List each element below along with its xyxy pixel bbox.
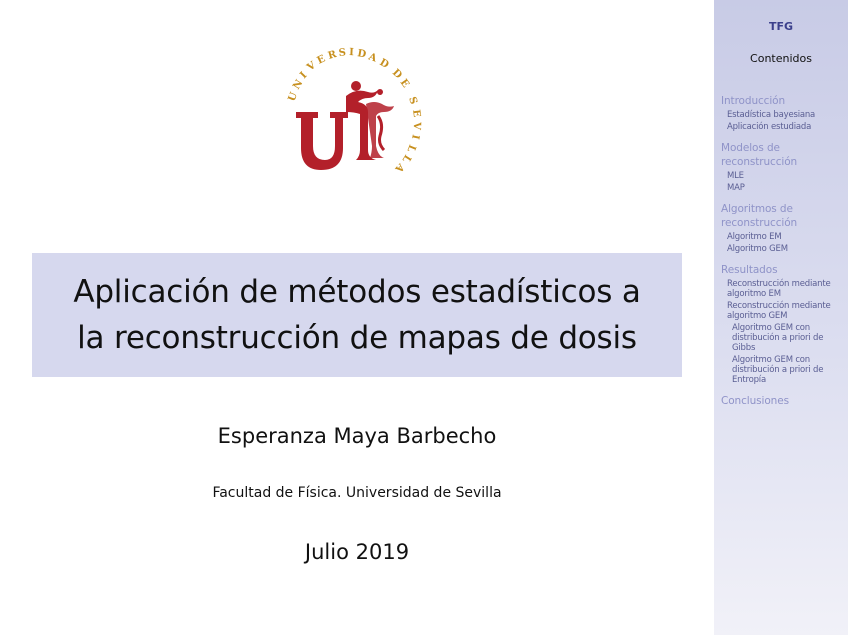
- toc-sub-mle[interactable]: MLE: [727, 171, 744, 181]
- sidebar-toc: [721, 94, 845, 408]
- sidebar-toc-title: Contenidos: [750, 52, 812, 65]
- svg-text:I: I: [409, 133, 421, 141]
- toc-sub-reconstruccion-em[interactable]: Reconstrucción mediante algoritmo EM: [727, 279, 831, 299]
- author-name: Esperanza Maya Barbecho: [217, 424, 497, 448]
- svg-text:S: S: [406, 95, 419, 106]
- toc-section-conclusiones[interactable]: Conclusiones: [721, 395, 789, 407]
- svg-text:D: D: [377, 57, 391, 71]
- svg-text:U: U: [286, 90, 301, 104]
- svg-text:I: I: [348, 47, 355, 59]
- toc-sub-aplicacion-estudiada[interactable]: Aplicación estudiada: [727, 122, 812, 132]
- university-logo: [282, 46, 430, 174]
- toc-section-resultados[interactable]: Resultados: [721, 264, 778, 276]
- presentation-date: Julio 2019: [304, 540, 410, 564]
- toc-section-modelos[interactable]: Modelos de reconstrucción: [721, 142, 798, 168]
- toc-sub-map[interactable]: MAP: [727, 183, 745, 193]
- svg-text:E: E: [397, 77, 411, 90]
- toc-subsub-gem-gibbs[interactable]: Algoritmo GEM con distribución a priori de Gibbs: [732, 323, 824, 353]
- svg-text:V: V: [305, 59, 319, 74]
- toc-sub-reconstruccion-gem[interactable]: Reconstrucción mediante algoritmo GEM: [727, 301, 831, 321]
- toc-subsub-gem-entropia[interactable]: Algoritmo GEM con distribución a priori de Entropía: [732, 355, 824, 385]
- title-line-2: la reconstrucción de mapas de dosis: [77, 320, 637, 356]
- svg-text:L: L: [404, 142, 418, 154]
- title-line-1: Aplicación de métodos estadísticos a: [73, 274, 641, 310]
- toc-sub-algoritmo-gem[interactable]: Algoritmo GEM: [727, 244, 788, 254]
- title-box: [32, 253, 682, 377]
- presentation-title: [57, 269, 657, 361]
- svg-text:R: R: [326, 49, 338, 62]
- toc-sub-estadistica-bayesiana[interactable]: Estadística bayesiana: [727, 110, 816, 120]
- navigation-sidebar: [714, 0, 848, 635]
- svg-text:I: I: [298, 70, 310, 82]
- svg-text:E: E: [315, 53, 328, 67]
- svg-text:A: A: [366, 51, 379, 65]
- svg-text:D: D: [389, 67, 404, 82]
- svg-text:A: A: [392, 160, 406, 174]
- svg-text:V: V: [410, 121, 422, 131]
- svg-text:N: N: [291, 78, 306, 92]
- toc-sub-algoritmo-em[interactable]: Algoritmo EM: [727, 232, 782, 242]
- institute: Facultad de Física. Universidad de Sevilla: [212, 485, 502, 501]
- toc-section-introduccion[interactable]: Introducción: [721, 95, 786, 107]
- toc-section-algoritmos[interactable]: Algoritmos de reconstrucción: [721, 203, 798, 229]
- svg-text:S: S: [338, 47, 347, 59]
- svg-text:E: E: [410, 108, 422, 118]
- svg-text:L: L: [399, 152, 413, 165]
- svg-text:D: D: [356, 48, 367, 61]
- sidebar-short-title[interactable]: TFG: [768, 20, 794, 33]
